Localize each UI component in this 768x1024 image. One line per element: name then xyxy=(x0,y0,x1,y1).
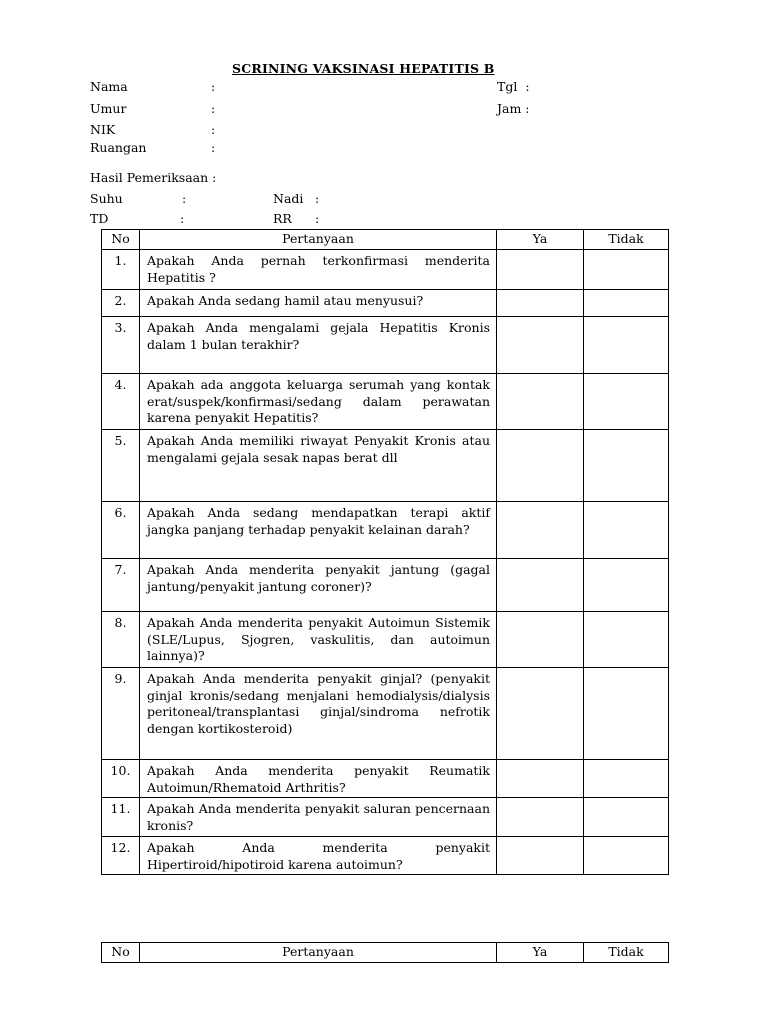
ya-answer-cell[interactable] xyxy=(497,559,584,612)
td-colon: : xyxy=(180,211,185,226)
row-number: 5. xyxy=(102,430,140,502)
row-number: 4. xyxy=(102,374,140,430)
header-pertanyaan: Pertanyaan xyxy=(140,230,497,250)
tidak-answer-cell[interactable] xyxy=(584,374,669,430)
tidak-answer-cell[interactable] xyxy=(584,612,669,668)
row-number: 9. xyxy=(102,668,140,760)
td-label: TD xyxy=(90,211,109,226)
row-number: 11. xyxy=(102,798,140,837)
table-row xyxy=(102,374,669,430)
table-row xyxy=(102,798,669,837)
tidak-answer-cell[interactable] xyxy=(584,798,669,837)
table-row xyxy=(102,317,669,374)
ya-answer-cell[interactable] xyxy=(497,317,584,374)
question-text: Apakah Anda menderita penyakit ginjal? (penyakit ginjal kronis/sedang menjalani hemodialysis/dialysis peritoneal/transplantasi ginjal/sindroma nefrotik dengan kortikosteroid) xyxy=(140,668,497,760)
question-text: Apakah Anda menderita penyakit Autoimun Sistemik (SLE/Lupus, Sjogren, vaskulitis, dan autoimun lainnya)? xyxy=(140,612,497,668)
row-number: 7. xyxy=(102,559,140,612)
tidak-answer-cell[interactable] xyxy=(584,502,669,559)
table-row xyxy=(102,290,669,317)
form-title: SCRINING VAKSINASI HEPATITIS B xyxy=(232,61,495,76)
table-row xyxy=(102,760,669,798)
ya-answer-cell[interactable] xyxy=(497,668,584,760)
header-no: No xyxy=(102,230,140,250)
question-text: Apakah Anda menderita penyakit Reumatik Autoimun/Rhematoid Arthritis? xyxy=(140,760,497,798)
question-text: Apakah Anda pernah terkonfirmasi menderita Hepatitis ? xyxy=(140,250,497,290)
ya-answer-cell[interactable] xyxy=(497,250,584,290)
nik-colon: : xyxy=(211,122,216,137)
jam-label: Jam : xyxy=(497,101,530,116)
hasil-heading: Hasil Pemeriksaan : xyxy=(90,170,217,185)
nama-label: Nama xyxy=(90,79,128,94)
header-ya: Ya xyxy=(497,943,584,963)
header-tidak: Tidak xyxy=(584,230,669,250)
ya-answer-cell[interactable] xyxy=(497,837,584,875)
tidak-answer-cell[interactable] xyxy=(584,559,669,612)
question-text: Apakah Anda mengalami gejala Hepatitis Kronis dalam 1 bulan terakhir? xyxy=(140,317,497,374)
question-text: Apakah Anda menderita penyakit jantung (gagal jantung/penyakit jantung coroner)? xyxy=(140,559,497,612)
table-row xyxy=(102,837,669,875)
question-text: Apakah Anda menderita penyakit Hipertiroid/hipotiroid karena autoimun? xyxy=(140,837,497,875)
rr-label: RR xyxy=(273,211,292,226)
tidak-answer-cell[interactable] xyxy=(584,250,669,290)
row-number: 8. xyxy=(102,612,140,668)
row-number: 1. xyxy=(102,250,140,290)
header-pertanyaan: Pertanyaan xyxy=(140,943,497,963)
tgl-label xyxy=(497,79,530,95)
ruangan-label: Ruangan xyxy=(90,140,147,155)
question-text: Apakah Anda menderita penyakit saluran pencernaan kronis? xyxy=(140,798,497,837)
tidak-answer-cell[interactable] xyxy=(584,290,669,317)
tidak-answer-cell[interactable] xyxy=(584,430,669,502)
table-row xyxy=(102,250,669,290)
ruangan-colon: : xyxy=(211,140,216,155)
table-header-row xyxy=(102,943,669,963)
rr-colon: : xyxy=(315,211,320,226)
screening-table xyxy=(101,229,669,875)
screening-table-continued xyxy=(101,942,669,963)
tidak-answer-cell[interactable] xyxy=(584,837,669,875)
table-row xyxy=(102,502,669,559)
table-row xyxy=(102,559,669,612)
question-text: Apakah Anda memiliki riwayat Penyakit Kronis atau mengalami gejala sesak napas berat dll xyxy=(140,430,497,502)
header-tidak: Tidak xyxy=(584,943,669,963)
umur-colon: : xyxy=(211,101,216,116)
tidak-answer-cell[interactable] xyxy=(584,668,669,760)
question-text: Apakah Anda sedang hamil atau menyusui? xyxy=(140,290,497,317)
ya-answer-cell[interactable] xyxy=(497,290,584,317)
ya-answer-cell[interactable] xyxy=(497,430,584,502)
nik-label: NIK xyxy=(90,122,116,137)
row-number: 10. xyxy=(102,760,140,798)
tgl-label-text: Tgl xyxy=(497,79,518,94)
ya-answer-cell[interactable] xyxy=(497,374,584,430)
nama-colon: : xyxy=(211,79,216,94)
question-text: Apakah ada anggota keluarga serumah yang kontak erat/suspek/konfirmasi/sedang dalam perawatan karena penyakit Hepatitis? xyxy=(140,374,497,430)
table-row xyxy=(102,668,669,760)
table-row xyxy=(102,612,669,668)
nadi-colon: : xyxy=(315,191,320,206)
ya-answer-cell[interactable] xyxy=(497,612,584,668)
table-header-row xyxy=(102,230,669,250)
nadi-label: Nadi xyxy=(273,191,304,206)
tgl-colon: : xyxy=(525,79,530,94)
ya-answer-cell[interactable] xyxy=(497,798,584,837)
ya-answer-cell[interactable] xyxy=(497,502,584,559)
ya-answer-cell[interactable] xyxy=(497,760,584,798)
suhu-label: Suhu xyxy=(90,191,123,206)
row-number: 12. xyxy=(102,837,140,875)
suhu-colon: : xyxy=(182,191,187,206)
header-no: No xyxy=(102,943,140,963)
umur-label: Umur xyxy=(90,101,127,116)
row-number: 2. xyxy=(102,290,140,317)
header-ya: Ya xyxy=(497,230,584,250)
row-number: 6. xyxy=(102,502,140,559)
row-number: 3. xyxy=(102,317,140,374)
tidak-answer-cell[interactable] xyxy=(584,760,669,798)
table-row xyxy=(102,430,669,502)
question-text: Apakah Anda sedang mendapatkan terapi aktif jangka panjang terhadap penyakit kelainan darah? xyxy=(140,502,497,559)
tidak-answer-cell[interactable] xyxy=(584,317,669,374)
